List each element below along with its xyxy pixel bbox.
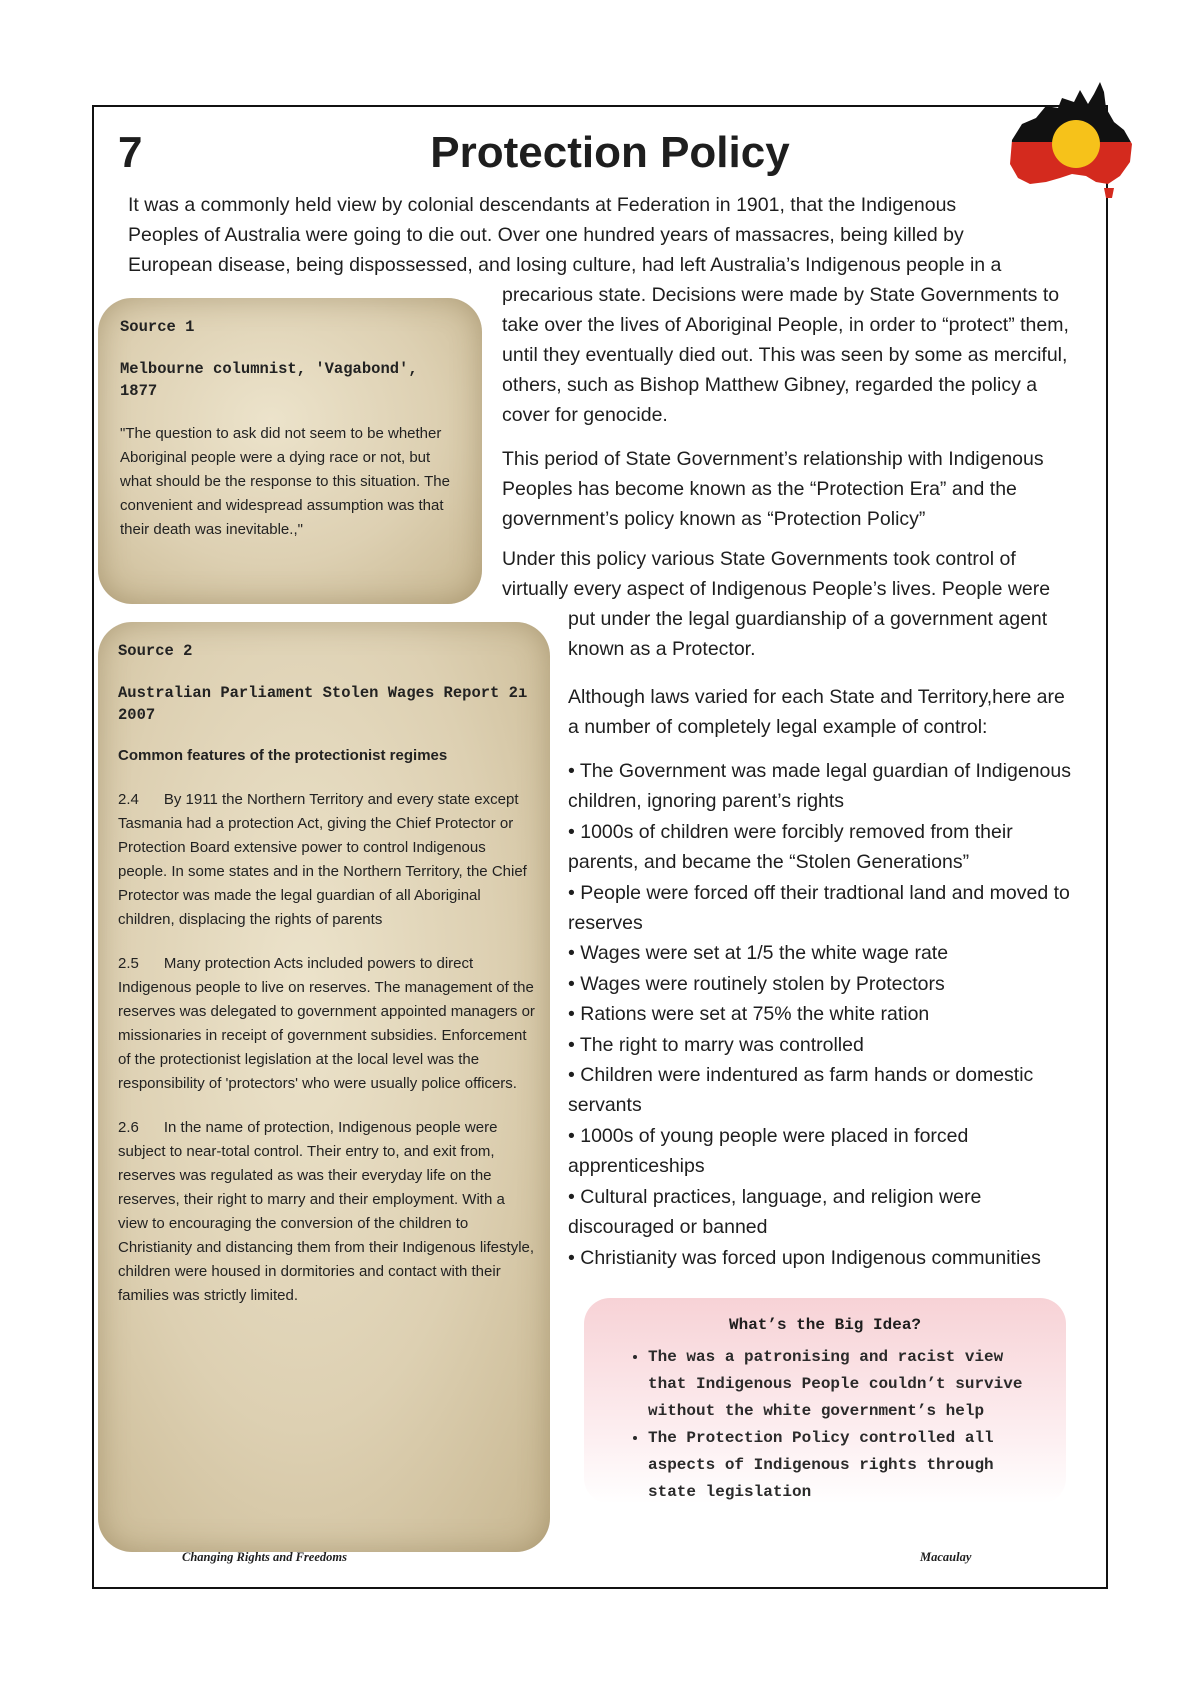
protection-era-paragraph: This period of State Government’s relationship with Indigenous Peoples has become known as the “Protection Era” and the government’s policy known as “Protection Policy” <box>502 448 1044 530</box>
intro-continuation: precarious state. Decisions were made by State Governments to take over the lives of Aboriginal People, in order to “protect” them, until they eventually died out. This was seen by some as merciful, others, such as Bishop Matthew Gibney, regarded the policy a cover for genocide. <box>502 284 1069 426</box>
intro-continuation-block <box>502 280 1072 548</box>
list-item: • Cultural practices, language, and religion were discouraged or banned <box>568 1185 982 1239</box>
source-1-card <box>98 298 482 604</box>
list-item: • 1000s of young people were placed in forced apprenticeships <box>568 1124 969 1178</box>
footer-author: Macaulay <box>920 1550 972 1564</box>
flag-sun <box>1052 120 1100 168</box>
big-idea-box <box>584 1298 1066 1504</box>
laws-varied-paragraph: Although laws varied for each State and Territory,here are a number of completely legal example of control: <box>568 686 1065 738</box>
source-2-paragraph: 2.5 Many protection Acts included powers to direct Indigenous people to live on reserves. The management of the reserves was delegated to government appointed managers or missionaries in receipt of government subsidies. Enforcement of the protectionist legislation at the local level was the responsibility of 'protectors' who were usually police officers. <box>118 955 540 1092</box>
big-idea-list <box>584 1344 1066 1506</box>
source-1-heading: Melbourne columnist, 'Vagabond', 1877 <box>120 360 418 400</box>
list-item: • The right to marry was controlled <box>568 1033 864 1056</box>
list-item: • Children were indentured as farm hands or domestic servants <box>568 1064 1034 1117</box>
source-2-paragraph: 2.6 In the name of protection, Indigenous people were subject to near-total control. Their entry to, and exit from, reserves was regulated as was their everyday life on the reserves, their right to marry and their employment. With a view to encouraging the conversion of the children to Christianity and distancing them from their Indigenous lifestyle, children were housed in dormitories and contact with their families was strictly limited. <box>118 1119 539 1304</box>
source-2-subheading: Common features of the protectionist regimes <box>118 747 448 764</box>
page-title: Protection Policy <box>430 128 790 177</box>
guardianship-paragraph: put under the legal guardianship of a government agent known as a Protector. <box>568 608 1048 660</box>
footer-course-title: Changing Rights and Freedoms <box>182 1550 347 1564</box>
page-number: 7 <box>118 128 143 177</box>
big-idea-title: What’s the Big Idea? <box>728 1316 922 1334</box>
source-1-quote: "The question to ask did not seem to be whether Aboriginal people were a dying race or not, but what should be the response to this situation. The convenient and widespread assumption was that their death was inevitable.," <box>120 425 450 538</box>
list-item: • Rations were set at 75% the white ration <box>568 1003 930 1026</box>
tasmania-shape <box>1104 188 1114 198</box>
list-item: • Christianity was forced upon Indigenous communities <box>568 1246 1041 1269</box>
list-item: • The Government was made legal guardian of Indigenous children, ignoring parent’s rights <box>568 760 1071 813</box>
intro-line: Peoples of Australia were going to die out. Over one hundred years of massacres, being killed by <box>128 224 964 246</box>
source-2-paragraph: 2.4 By 1911 the Northern Territory and every state except Tasmania had a protection Act, giving the Chief Protector or Protection Board extensive power to control Indigenous people. In some states and in the Northern Territory, the Chief Protector was made the legal guardian of all Aboriginal children, displacing the rights of parents <box>118 791 532 928</box>
big-idea-point: • The was a patronising and racist view that Indigenous People couldn’t survive without the white government’s help <box>648 1344 1050 1425</box>
source-2-heading: Australian Parliament Stolen Wages Report 2ı 2007 <box>118 684 528 724</box>
intro-line: European disease, being dispossessed, and losing culture, had left Australia’s Indigenous people in a <box>128 254 1002 276</box>
under-policy-paragraph: Under this policy various State Governments took control of virtually every aspect of Indigenous People’s lives. People were <box>502 548 1051 600</box>
intro-line: It was a commonly held view by colonial descendants at Federation in 1901, that the Indigenous <box>128 194 957 216</box>
list-item: • People were forced off their tradtional land and moved to reserves <box>568 881 1070 935</box>
control-examples-list <box>568 756 1088 1273</box>
source-2-label: Source 2 <box>118 642 193 660</box>
source-1-label: Source 1 <box>120 318 195 336</box>
aboriginal-flag-australia-map-icon <box>1000 78 1140 206</box>
list-item: • Wages were set at 1/5 the white wage rate <box>568 942 949 965</box>
intro-paragraph <box>128 190 1038 280</box>
list-item: • 1000s of children were forcibly removed from their parents, and became the “Stolen Generations” <box>568 820 1013 874</box>
source-2-card <box>98 622 550 1552</box>
list-item: • Wages were routinely stolen by Protectors <box>568 972 945 995</box>
big-idea-point: • The Protection Policy controlled all aspects of Indigenous rights through state legislation <box>648 1425 1050 1506</box>
